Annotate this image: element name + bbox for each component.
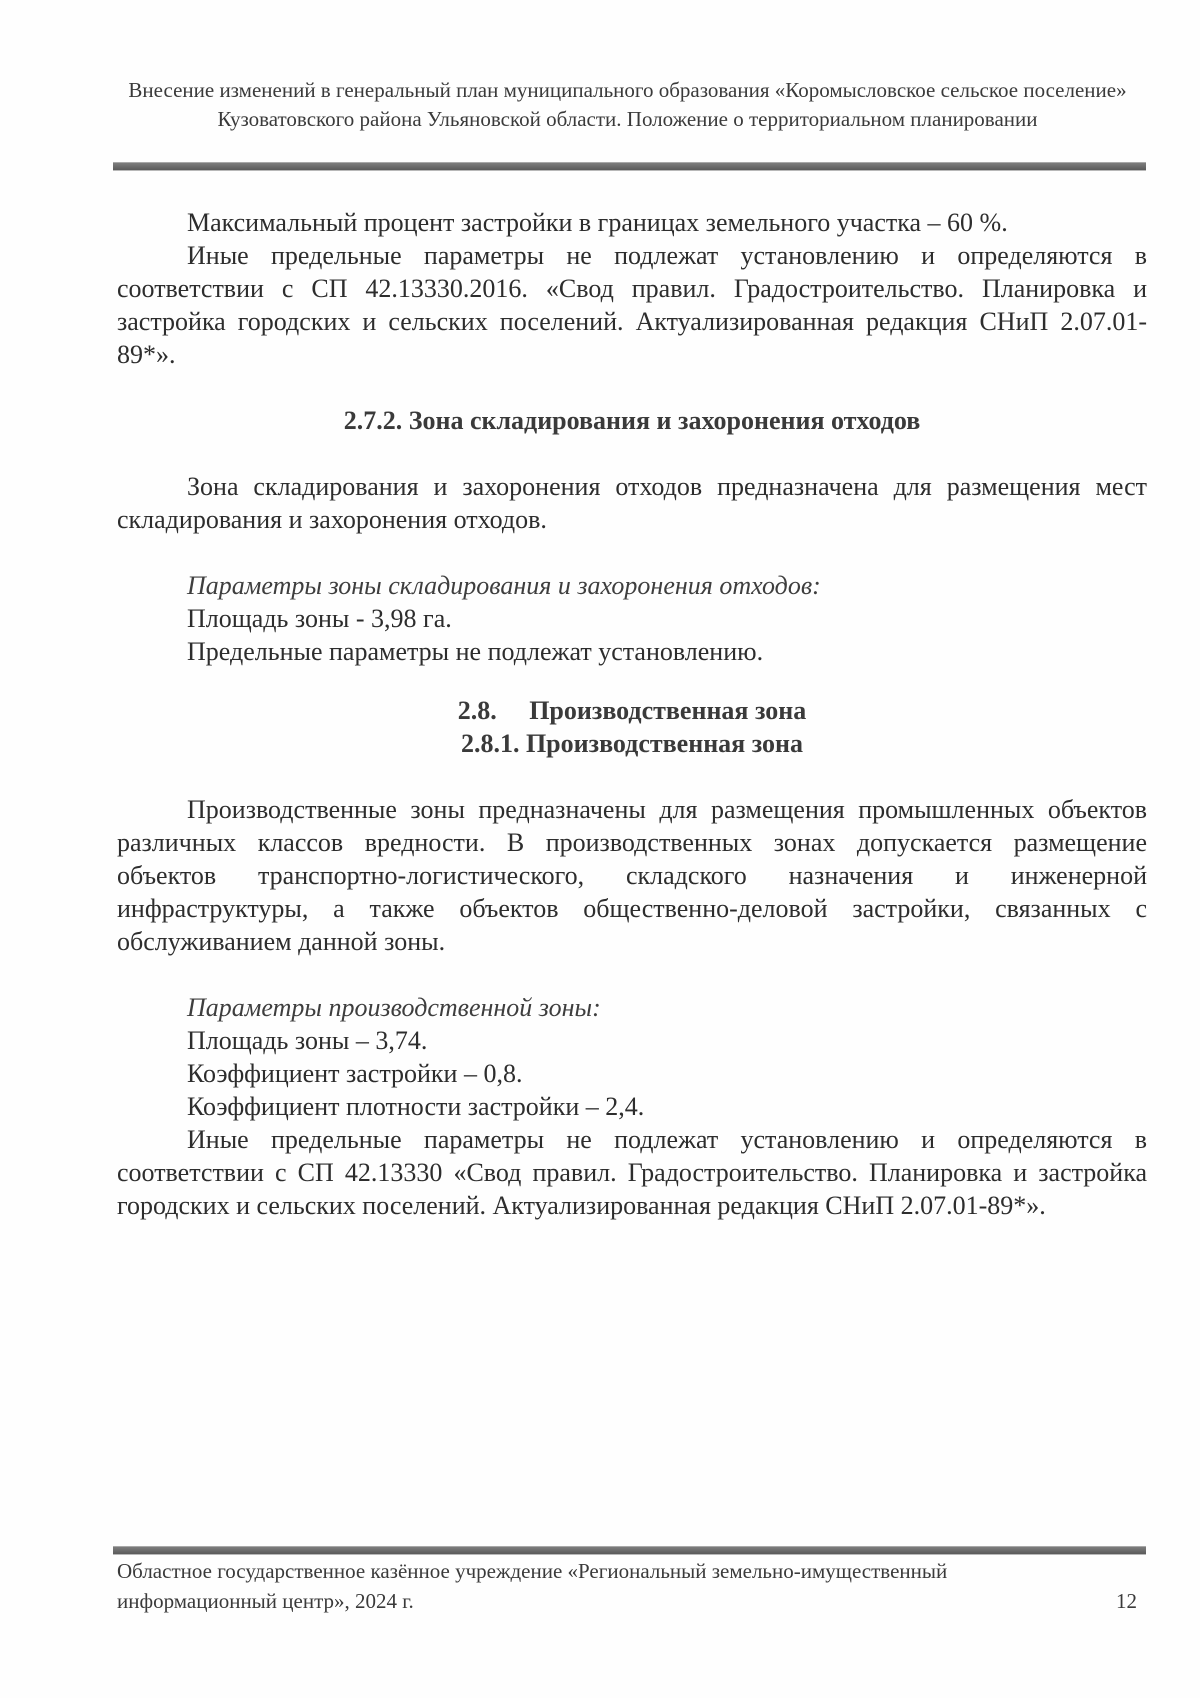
production-zone-params-title: Параметры производственной зоны: <box>187 993 601 1022</box>
paragraph-production-zone: Производственные зоны предназначены для размещения промышленных объектов различных классов вредности. В производственных зонах допускается размещение объектов транспортно-логистического, складского назначения и инженерной инфраструктуры, а также объектов общественно-деловой застройки, связанных с обслуживанием данной зоны. <box>117 795 1147 956</box>
header-divider <box>113 162 1146 171</box>
waste-zone-limits: Предельные параметры не подлежат установлению. <box>187 637 764 666</box>
waste-zone-area: Площадь зоны - 3,98 га. <box>187 604 452 633</box>
paragraph-production-other-params: Иные предельные параметры не подлежат установлению и определяются в соответствии с СП 42.13330 «Свод правил. Градостроительство. Планировка и застройка городских и сельских поселений. Актуализированная редакция СНиП 2.07.01-89*». <box>117 1125 1147 1220</box>
paragraph-other-params: Иные предельные параметры не подлежат установлению и определяются в соответствии с СП 42.13330.2016. «Свод правил. Градостроительство. Планировка и застройка городских и сельских поселений. Актуализированная редакция СНиП 2.07.01-89*». <box>117 241 1147 369</box>
section-heading-2-7-2: 2.7.2. Зона складирования и захоронения отходов <box>343 406 921 435</box>
paragraph-max-build-percent: Максимальный процент застройки в границах земельного участка – 60 %. <box>187 208 1008 237</box>
production-zone-density-coef: Коэффициент плотности застройки – 2,4. <box>187 1092 645 1121</box>
waste-zone-params-title: Параметры зоны складирования и захоронения отходов: <box>187 571 821 600</box>
paragraph-waste-zone: Зона складирования и захоронения отходов предназначена для размещения мест складирования и захоронения отходов. <box>117 472 1147 534</box>
page-header: Внесение изменений в генеральный план муниципального образования «Коромысловское сельское поселение» Кузоватовского района Ульяновской области. Положение о территориальном планировании <box>128 78 1127 131</box>
production-zone-area: Площадь зоны – 3,74. <box>187 1026 428 1055</box>
footer-organization: Областное государственное казённое учреждение «Региональный земельно-имущественный информационный центр», 2024 г. <box>117 1559 948 1613</box>
footer-divider <box>113 1546 1146 1555</box>
document-body <box>117 206 1147 1222</box>
section-heading-2-8: 2.8. Производственная зона <box>457 696 807 725</box>
page-footer <box>117 1556 1147 1616</box>
page-number: 12 <box>1116 1589 1137 1613</box>
section-heading-2-8-1: 2.8.1. Производственная зона <box>460 729 804 758</box>
production-zone-build-coef: Коэффициент застройки – 0,8. <box>187 1059 523 1088</box>
